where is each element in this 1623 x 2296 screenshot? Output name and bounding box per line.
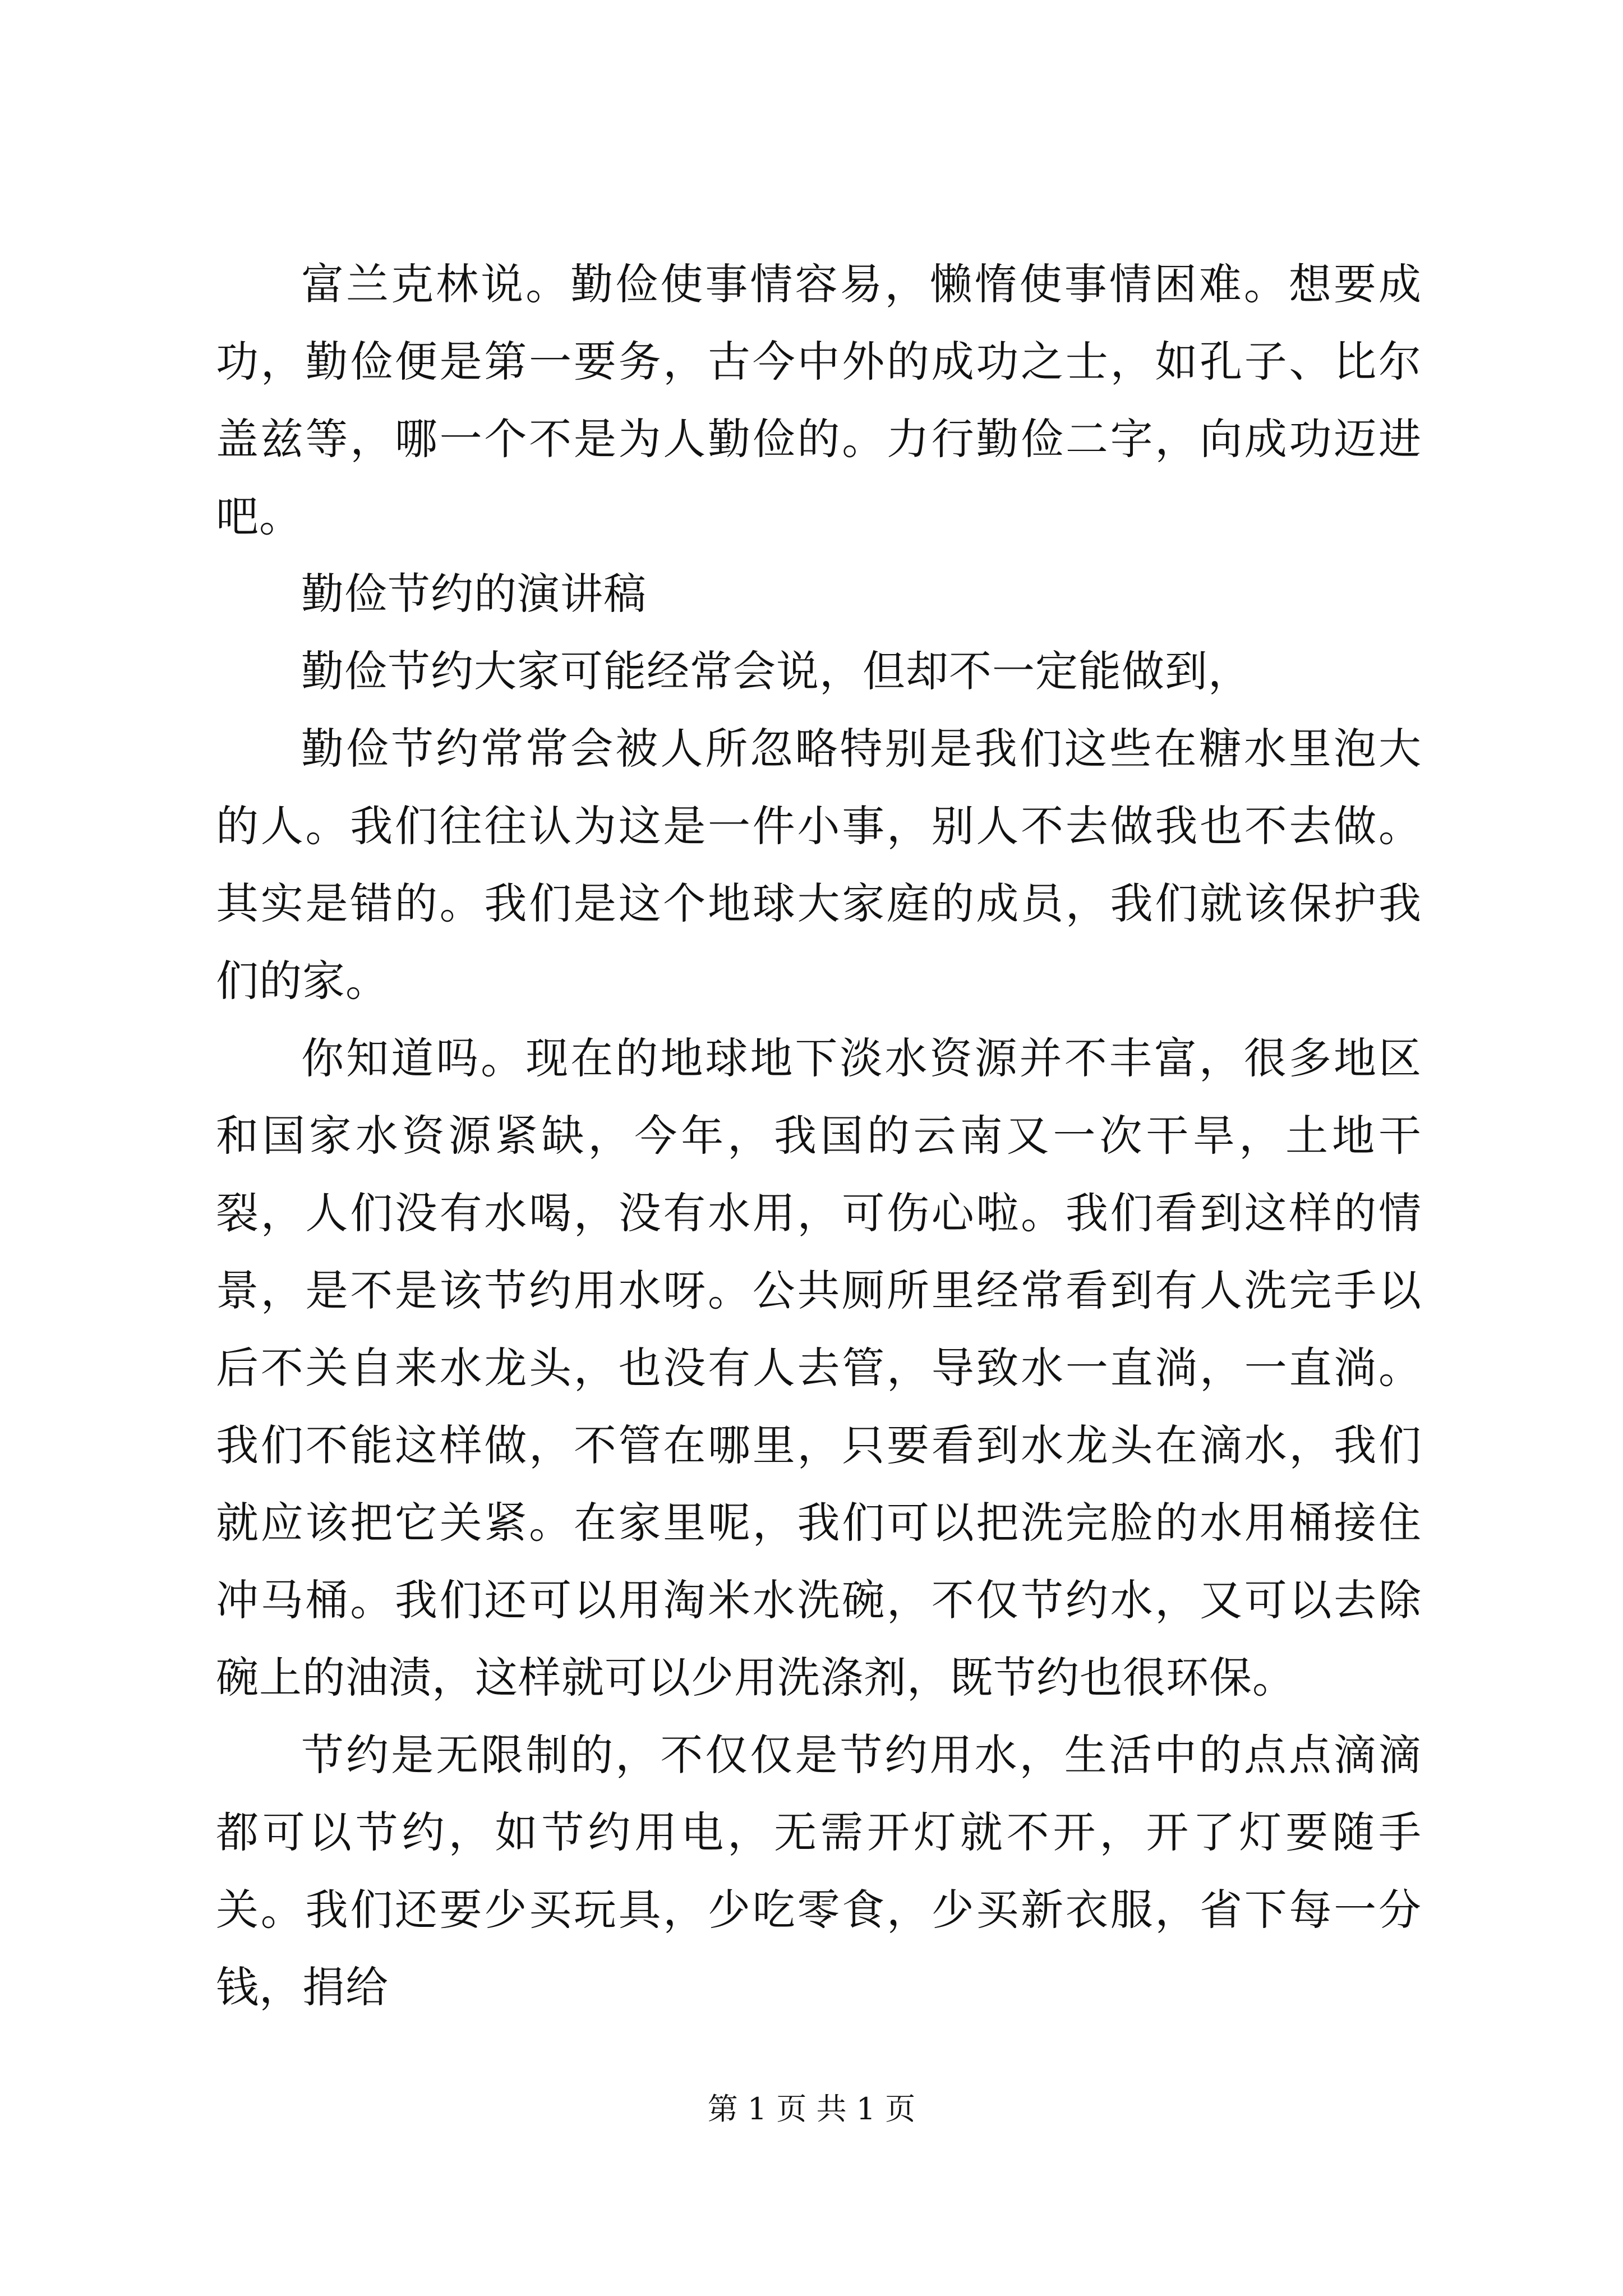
page-footer: 第 1 页 共 1 页	[707, 2091, 916, 2127]
paragraph-ignored-thrift: 勤俭节约常常会被人所忽略特别是我们这些在糖水里泡大的人。我们往往认为这是一件小事，别人不去做我也不去做。其实是错的。我们是这个地球大家庭的成员，我们就该保护我们的家。	[216, 724, 1422, 1006]
speech-title: 勤俭节约的演讲稿	[301, 569, 647, 619]
document-body	[216, 246, 1422, 2026]
paragraph-saving-everywhere: 节约是无限制的，不仅仅是节约用水，生活中的点点滴滴都可以节约，如节约用电，无需开灯就不开，开了灯要随手关。我们还要少买玩具，少吃零食，少买新衣服，省下每一分钱，捐给	[216, 1730, 1422, 2012]
paragraph-intro: 勤俭节约大家可能经常会说，但却不一定能做到，	[301, 646, 1251, 696]
paragraph-water-saving: 你知道吗。现在的地球地下淡水资源并不丰富，很多地区和国家水资源紧缺，今年，我国的云南又一次干旱，土地干裂，人们没有水喝，没有水用，可伤心啦。我们看到这样的情景，是不是该节约用水呀。公共厕所里经常看到有人洗完手以后不关自来水龙头，也没有人去管，导致水一直淌，一直淌。我们不能这样做，不管在哪里，只要看到水龙头在滴水，我们就应该把它关紧。在家里呢，我们可以把洗完脸的水用桶接住冲马桶。我们还可以用淘米水洗碗，不仅节约水，又可以去除碗上的油渍，这样就可以少用洗涤剂，既节约也很环保。	[216, 1033, 1422, 1703]
paragraph-franklin-quote: 富兰克林说。勤俭使事情容易，懒惰使事情困难。想要成功，勤俭便是第一要务，古今中外的成功之士，如孔子、比尔盖兹等，哪一个不是为人勤俭的。力行勤俭二字，向成功迈进吧。	[216, 259, 1422, 541]
